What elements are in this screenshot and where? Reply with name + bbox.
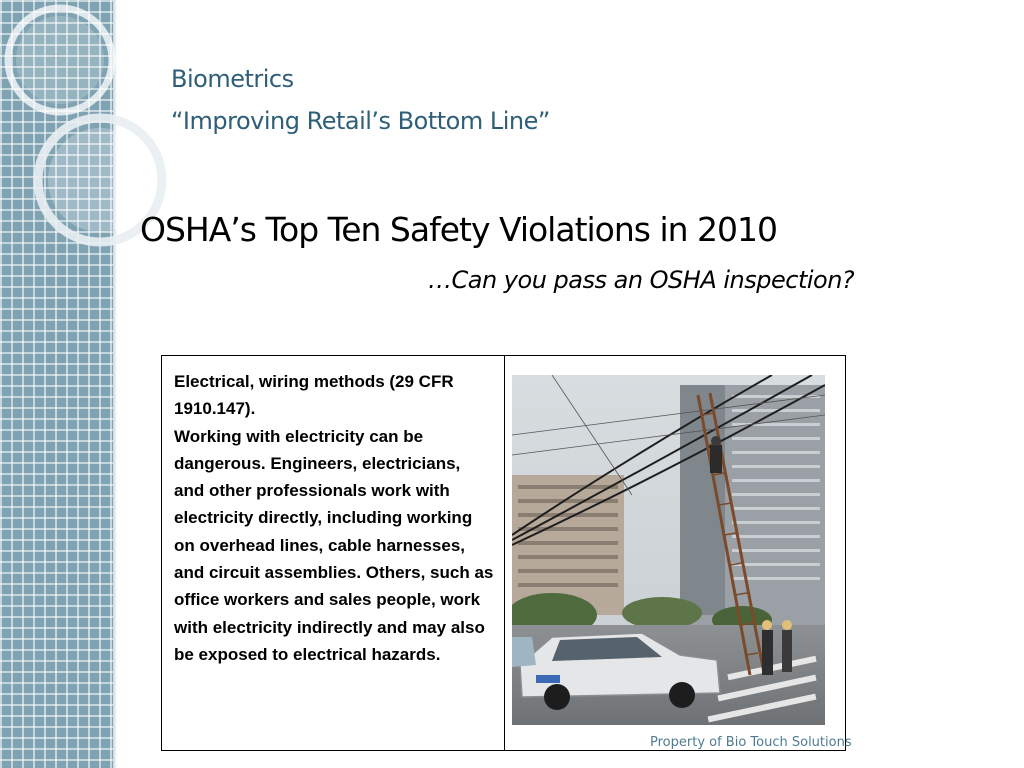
footer-credit: Property of Bio Touch Solutions — [650, 735, 852, 750]
table-text-cell — [162, 356, 505, 750]
violation-title: Electrical, wiring methods (29 CFR 1910.147). — [174, 372, 454, 419]
title-line-2: “Improving Retail’s Bottom Line” — [171, 107, 550, 135]
decorative-circles — [0, 0, 160, 260]
slide-subheading: …Can you pass an OSHA inspection? — [428, 266, 855, 294]
slide-title — [171, 58, 550, 142]
content-table — [161, 355, 846, 751]
slide-heading: OSHA’s Top Ten Safety Violations in 2010 — [140, 210, 778, 249]
table-image-cell — [505, 356, 845, 750]
electrical-workers-photo — [512, 375, 825, 725]
violation-description: Working with electricity can be dangerous. Engineers, electricians, and other professionals work with electricity directly, including working on overhead lines, cable harnesses, and circuit assemblies. Others, such as office workers and sales people, work with electricity indirectly and may also be exposed to electrical hazards. — [174, 426, 494, 664]
title-line-1: Biometrics — [171, 65, 294, 93]
